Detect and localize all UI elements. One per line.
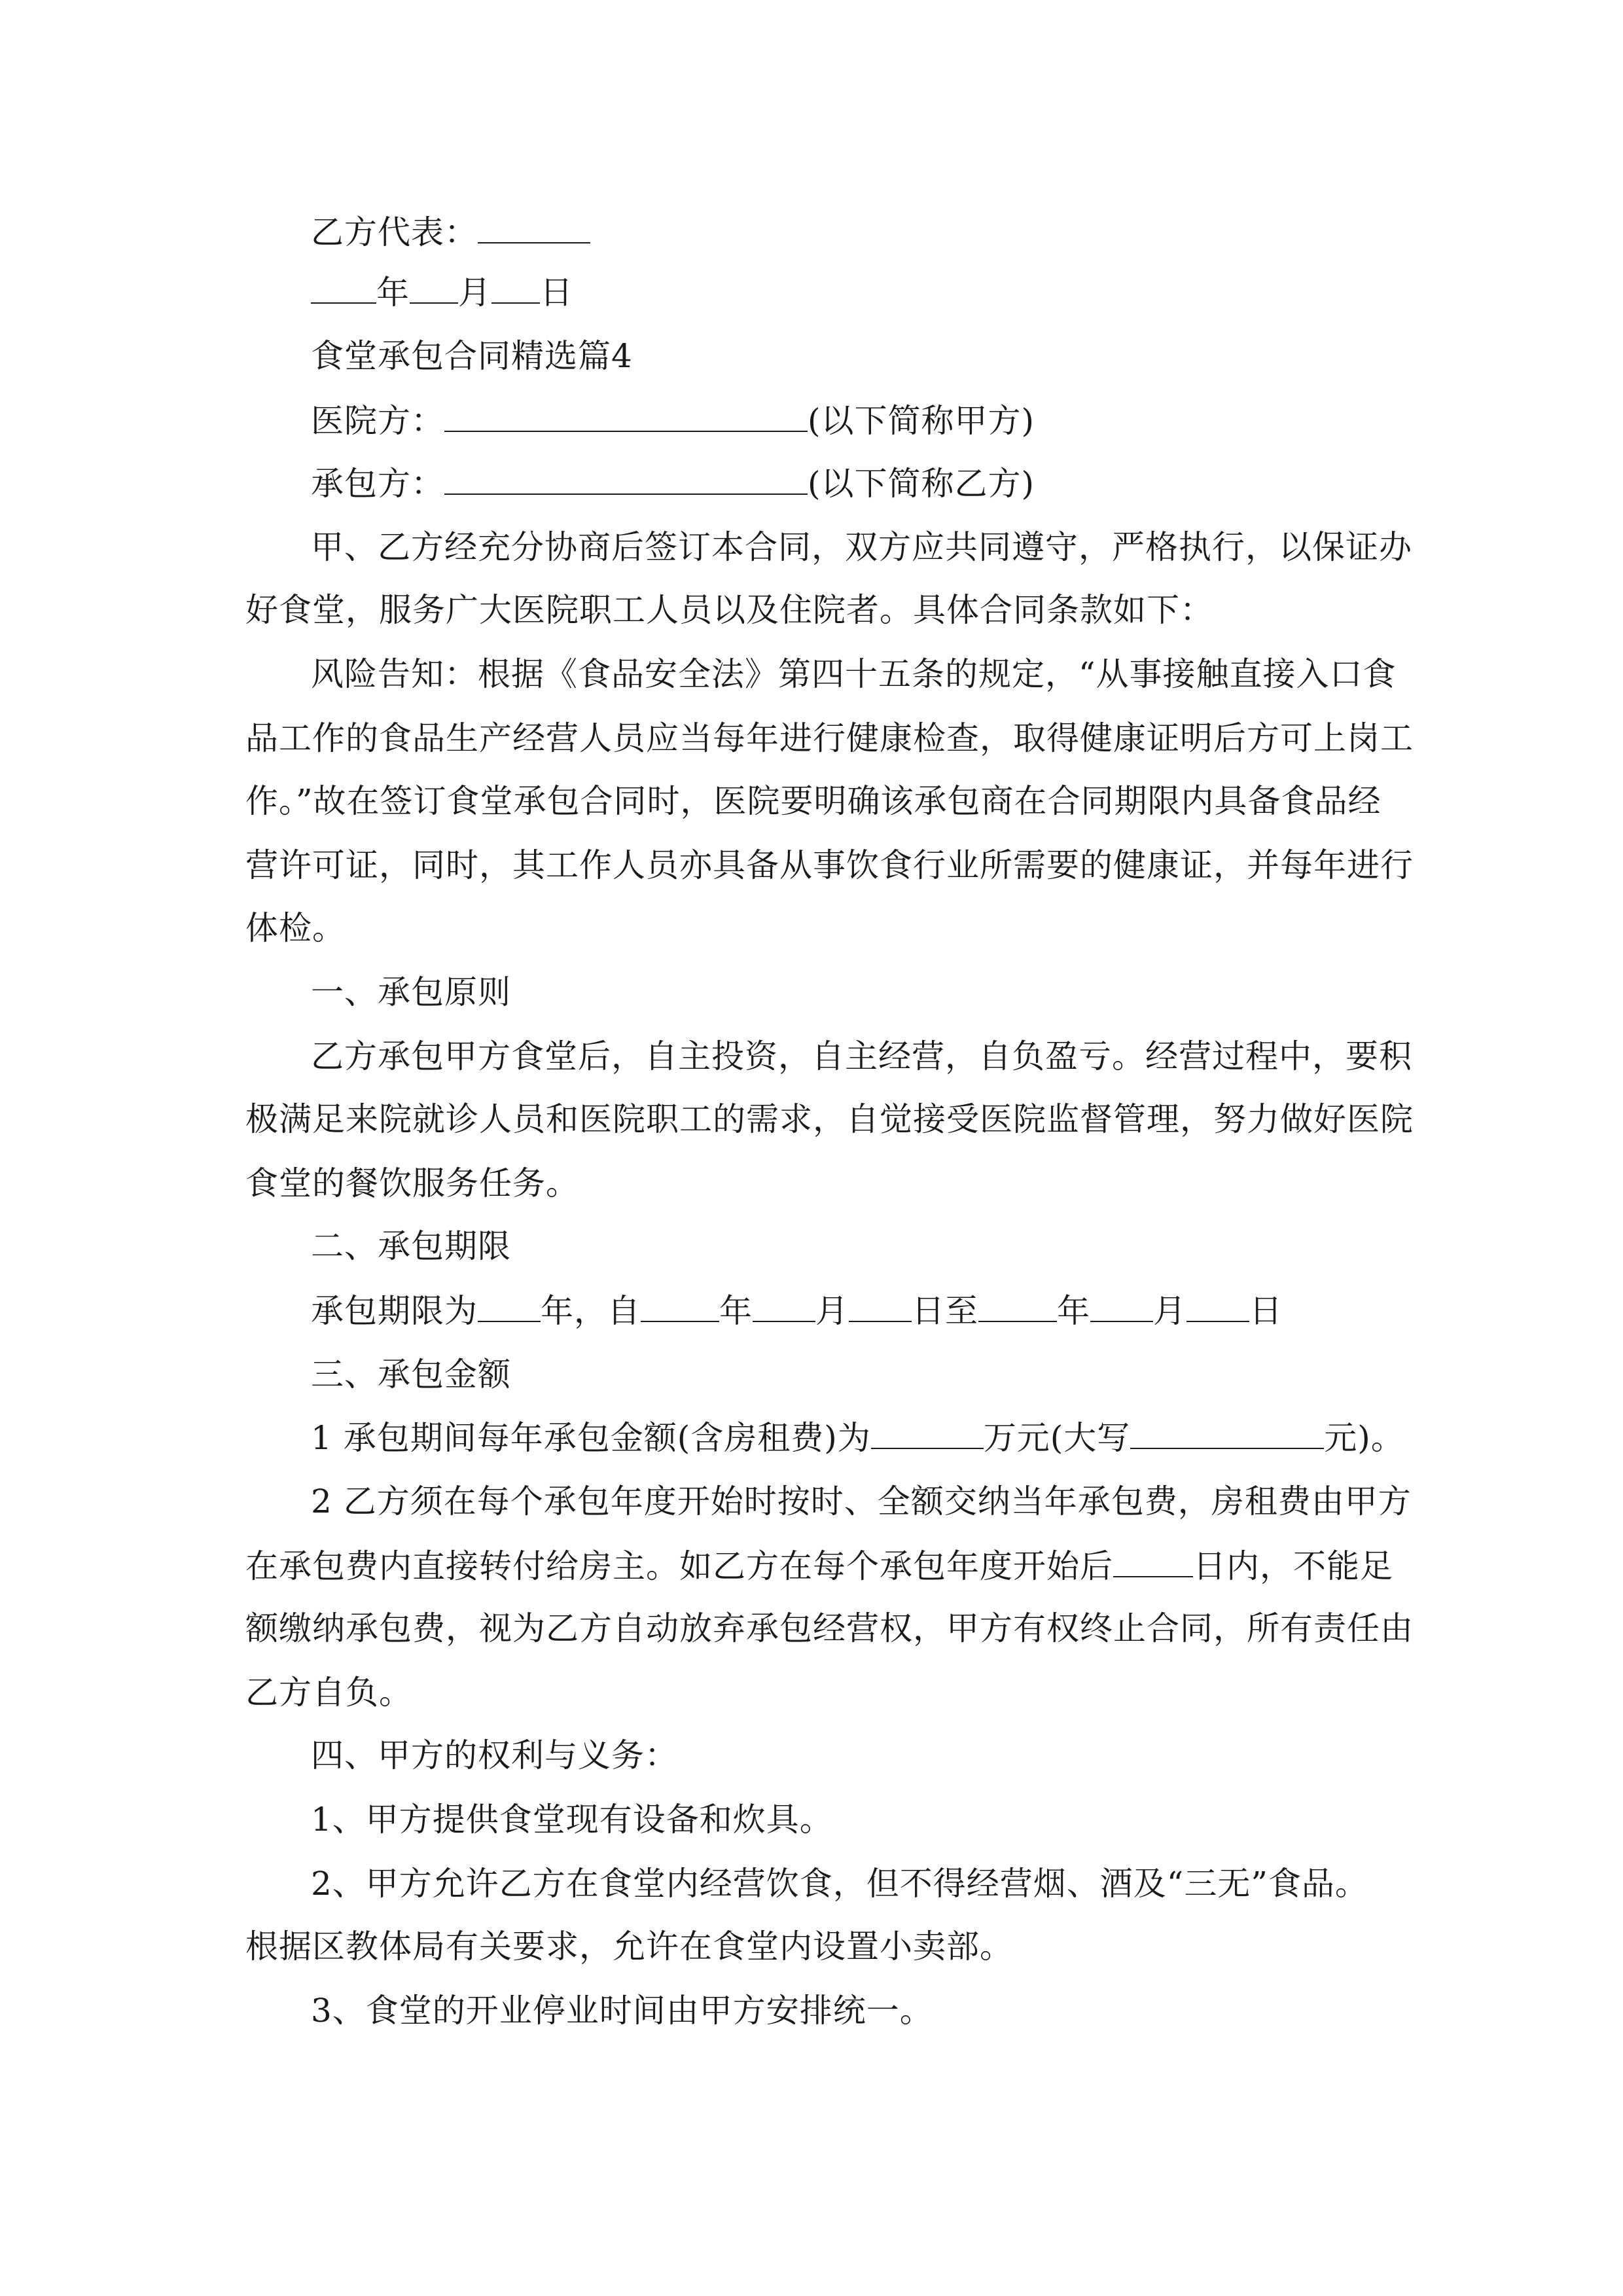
section-3-item-1 bbox=[311, 1418, 1450, 1458]
day-blank bbox=[491, 272, 540, 304]
year-label: 年 bbox=[376, 274, 410, 312]
section-4-item-2-line-1: 2、甲方允许乙方在食堂内经营饮食，但不得经营烟、酒及“三无”食品。 bbox=[311, 1865, 1368, 1903]
start-day-unit: 日至 bbox=[912, 1292, 978, 1330]
end-year-blank bbox=[978, 1291, 1057, 1322]
party-a-line bbox=[311, 401, 1450, 440]
risk-line-5: 体检。 bbox=[245, 909, 346, 947]
month-label: 月 bbox=[458, 274, 491, 312]
party-b-line bbox=[311, 463, 1450, 503]
section-3-item-2-line-1: 2 乙方须在每个承包年度开始时按时、全额交纳当年承包费，房租费由甲方 bbox=[311, 1482, 1412, 1520]
signature-representative-line bbox=[311, 212, 1450, 252]
contract-term-line bbox=[311, 1291, 1450, 1331]
section-3-item-2-line-2 bbox=[245, 1546, 1393, 1586]
section-3-title: 三、承包金额 bbox=[311, 1355, 511, 1393]
section-1-line-1: 乙方承包甲方食堂后，自主投资，自主经营，自负盈亏。经营过程中，要积 bbox=[311, 1037, 1412, 1075]
party-b-note: (以下简称乙方) bbox=[808, 465, 1035, 503]
annual-fee-end: 元)。 bbox=[1324, 1419, 1404, 1457]
signature-representative-label: 乙方代表： bbox=[311, 213, 478, 251]
annual-fee-capital-label: 万元(大写 bbox=[983, 1419, 1131, 1457]
risk-line-1: 风险告知：根据《食品安全法》第四十五条的规定，“从事接触直接入口食 bbox=[311, 655, 1397, 693]
start-month-blank bbox=[753, 1291, 815, 1322]
party-b-blank bbox=[444, 463, 808, 495]
party-a-note: (以下简称甲方) bbox=[808, 402, 1035, 440]
payment-deadline-end: 日内，不能足 bbox=[1193, 1547, 1393, 1585]
section-3-item-2-line-3: 额缴纳承包费，视为乙方自动放弃承包经营权，甲方有权终止合同，所有责任由 bbox=[245, 1609, 1414, 1647]
end-day-unit: 日 bbox=[1249, 1292, 1283, 1330]
signature-date-line bbox=[311, 272, 1450, 312]
section-2-title: 二、承包期限 bbox=[311, 1227, 511, 1265]
section-4-item-2-line-2: 根据区教体局有关要求，允许在食堂内设置小卖部。 bbox=[245, 1928, 1013, 1965]
document-title: 食堂承包合同精选篇4 bbox=[311, 337, 633, 375]
term-years-unit: 年，自 bbox=[541, 1292, 641, 1330]
section-4-title: 四、甲方的权利与义务： bbox=[311, 1736, 678, 1774]
section-1-title: 一、承包原则 bbox=[311, 973, 511, 1011]
party-a-blank bbox=[444, 401, 808, 432]
start-year-unit: 年 bbox=[719, 1292, 753, 1330]
term-years-blank bbox=[478, 1291, 541, 1322]
intro-line-1: 甲、乙方经充分协商后签订本合同，双方应共同遵守，严格执行，以保证办 bbox=[311, 528, 1412, 566]
end-day-blank bbox=[1186, 1291, 1249, 1322]
start-month-unit: 月 bbox=[815, 1292, 849, 1330]
signature-representative-blank bbox=[478, 212, 590, 243]
risk-line-2: 品工作的食品生产经营人员应当每年进行健康检查，取得健康证明后方可上岗工 bbox=[245, 719, 1414, 757]
section-3-item-2-line-4: 乙方自负。 bbox=[245, 1674, 412, 1712]
section-1-line-3: 食堂的餐饮服务任务。 bbox=[245, 1164, 579, 1202]
month-blank bbox=[410, 272, 458, 304]
party-a-label: 医院方： bbox=[311, 402, 444, 440]
end-month-unit: 月 bbox=[1153, 1292, 1186, 1330]
term-label: 承包期限为 bbox=[311, 1292, 478, 1330]
annual-fee-label: 1 承包期间每年承包金额(含房租费)为 bbox=[311, 1419, 871, 1457]
year-blank bbox=[311, 272, 376, 304]
intro-line-2: 好食堂，服务广大医院职工人员以及住院者。具体合同条款如下： bbox=[245, 591, 1213, 629]
day-label: 日 bbox=[540, 274, 573, 312]
risk-line-3: 作。”故在签订食堂承包合同时，医院要明确该承包商在合同期限内具备食品经 bbox=[245, 782, 1382, 820]
payment-deadline-label: 在承包费内直接转付给房主。如乙方在每个承包年度开始后 bbox=[245, 1547, 1113, 1585]
annual-fee-capital-blank bbox=[1130, 1418, 1324, 1449]
section-4-item-3: 3、食堂的开业停业时间由甲方安排统一。 bbox=[311, 1992, 933, 2030]
section-4-item-1: 1、甲方提供食堂现有设备和炊具。 bbox=[311, 1801, 833, 1839]
risk-line-4: 营许可证，同时，其工作人员亦具备从事饮食行业所需要的健康证，并每年进行 bbox=[245, 846, 1414, 884]
payment-days-blank bbox=[1113, 1546, 1193, 1577]
end-year-unit: 年 bbox=[1057, 1292, 1090, 1330]
annual-fee-blank bbox=[871, 1418, 984, 1449]
party-b-label: 承包方： bbox=[311, 465, 444, 503]
start-day-blank bbox=[849, 1291, 912, 1322]
end-month-blank bbox=[1090, 1291, 1153, 1322]
section-1-line-2: 极满足来院就诊人员和医院职工的需求，自觉接受医院监督管理，努力做好医院 bbox=[245, 1100, 1414, 1138]
start-year-blank bbox=[641, 1291, 719, 1322]
